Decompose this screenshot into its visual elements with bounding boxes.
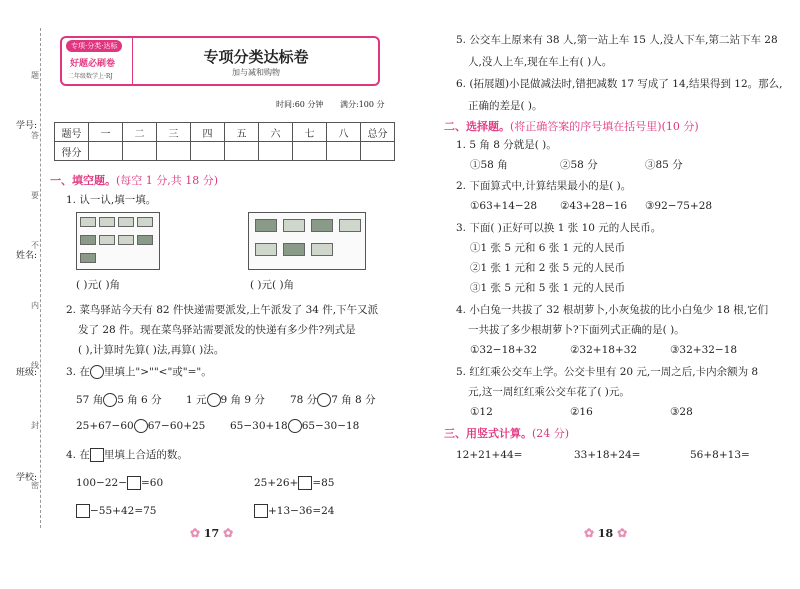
compare-circle[interactable] <box>207 393 221 407</box>
binding-mark: 不 <box>31 241 39 250</box>
compare-left: 65−30+18 <box>230 420 288 432</box>
calc-item[interactable]: 12+21+44= <box>456 449 523 461</box>
banknote-icon <box>311 243 333 256</box>
money-image-b <box>248 212 366 270</box>
c3-text[interactable]: 3. 下面( )正好可以换 1 张 10 元的人民币。 <box>456 222 662 234</box>
score-cell[interactable] <box>225 142 259 161</box>
class-label: 班级: <box>16 368 38 378</box>
score-cell[interactable] <box>293 142 327 161</box>
c5-option[interactable]: ②16 <box>570 406 593 418</box>
calc-item[interactable]: 33+18+24= <box>574 449 641 461</box>
section1-heading <box>50 172 218 188</box>
banknote-icon <box>80 217 96 227</box>
answer-box[interactable] <box>76 504 90 518</box>
score-cell[interactable] <box>191 142 225 161</box>
equation-part: +13−36=24 <box>268 505 335 517</box>
q1-answer-a[interactable]: ( )元( )角 <box>76 279 121 291</box>
section1-note: (每空 1 分,共 18 分) <box>116 174 219 187</box>
score-header-cell: 总分 <box>361 123 395 142</box>
score-header-cell: 四 <box>191 123 225 142</box>
palm-tree-icon: ✿ <box>584 526 595 540</box>
q1-answer-b[interactable]: ( )元( )角 <box>250 279 295 291</box>
section2-title: 二、选择题。 <box>444 120 510 133</box>
grade-label: 二年级数学上·RJ <box>68 73 113 80</box>
c5-line2[interactable]: 元,这一周红红乘公交车花了( )元。 <box>468 386 630 398</box>
page-number-right <box>584 526 627 540</box>
banknote-icon <box>99 217 115 227</box>
banknote-icon <box>118 217 134 227</box>
score-header-cell: 五 <box>225 123 259 142</box>
q5-line2[interactable]: 人,没人上车,现在车上有( )人。 <box>468 56 613 68</box>
compare-circle[interactable] <box>288 419 302 433</box>
banknote-icon <box>118 235 134 245</box>
c4-option[interactable]: ②32+18+32 <box>570 344 638 356</box>
binding-mark: 答 <box>31 131 39 140</box>
time-limit: 时间:60 分钟 <box>276 100 324 109</box>
c2-option[interactable]: ③92−75+28 <box>645 200 713 212</box>
c3-option[interactable]: ①1 张 5 元和 6 张 1 元的人民币 <box>470 242 626 254</box>
compare-left: 1 元 <box>186 394 207 406</box>
score-header-cell: 六 <box>259 123 293 142</box>
header-tag: 专项·分类·达标 <box>66 40 122 52</box>
q6-line1: 6. (拓展题)小昆做减法时,错把减数 17 写成了 14,结果得到 12。那么, <box>456 78 783 90</box>
c2-option[interactable]: ②43+28−16 <box>560 200 628 212</box>
section3-title: 三、用竖式计算。 <box>444 427 532 440</box>
circle-blank-icon <box>90 365 104 379</box>
q3-row1-a <box>76 390 162 411</box>
student-name-label: 姓名: <box>16 251 38 261</box>
page-title: 专项分类达标卷 <box>203 48 309 66</box>
c4-line2[interactable]: 一共拔了多少根胡萝卜?下面列式正确的是( )。 <box>468 324 685 336</box>
palm-tree-icon: ✿ <box>617 526 628 540</box>
section3-note: (24 分) <box>532 427 570 440</box>
compare-left: 25+67−60 <box>76 420 134 432</box>
compare-right: 7 角 8 分 <box>331 394 376 406</box>
score-cell[interactable] <box>123 142 157 161</box>
banknote-icon <box>137 235 153 245</box>
q3-row1-b <box>186 390 265 411</box>
compare-circle[interactable] <box>317 393 331 407</box>
c4-line1: 4. 小白兔一共拔了 32 根胡萝卜,小灰兔拔的比小白兔少 18 根,它们 <box>456 304 769 316</box>
c5-option[interactable]: ①12 <box>470 406 493 418</box>
binding-mark: 线 <box>31 361 39 370</box>
q4-text-a: 4. 在 <box>66 449 90 461</box>
score-header-cell: 七 <box>293 123 327 142</box>
section3-heading <box>444 425 569 441</box>
score-cell[interactable] <box>327 142 361 161</box>
page-subtitle: 加与减和购物 <box>232 68 280 77</box>
answer-box[interactable] <box>298 476 312 490</box>
compare-circle[interactable] <box>134 419 148 433</box>
compare-right: 65−30−18 <box>301 420 360 432</box>
compare-right: 9 角 9 分 <box>220 394 265 406</box>
q3-text <box>66 362 212 383</box>
q4-row1-a <box>76 473 163 494</box>
c1-option[interactable]: ③85 分 <box>645 159 683 171</box>
q3-row1-c <box>290 390 376 411</box>
c1-option[interactable]: ②58 分 <box>560 159 598 171</box>
banknote-icon <box>80 235 96 245</box>
c5-line1: 5. 红红乘公交车上学。公交卡里有 20 元,一周之后,卡内余额为 8 <box>456 366 759 378</box>
c1-text[interactable]: 1. 5 角 8 分就是( )。 <box>456 139 557 151</box>
binding-dashed-line <box>40 28 41 528</box>
score-table <box>54 122 395 161</box>
q4-row1-b <box>254 473 335 494</box>
c2-text[interactable]: 2. 下面算式中,计算结果最小的是( )。 <box>456 180 632 192</box>
banknote-icon <box>283 219 305 232</box>
palm-tree-icon: ✿ <box>190 526 201 540</box>
compare-left: 57 角 <box>76 394 104 406</box>
equation-part: 100−22− <box>76 477 127 489</box>
q2-line2: 发了 28 件。现在菜鸟驿站需要派发的快递有多少件?列式是 <box>78 324 356 336</box>
binding-mark: 题 <box>31 71 39 80</box>
equation-part: =85 <box>312 477 335 489</box>
money-image-a <box>76 212 160 270</box>
banknote-icon <box>99 235 115 245</box>
score-cell[interactable] <box>259 142 293 161</box>
school-label: 学校: <box>16 473 38 483</box>
c4-option[interactable]: ③32+32−18 <box>670 344 738 356</box>
q4-row2-a <box>76 501 156 522</box>
binding-mark: 密 <box>31 481 39 490</box>
binding-mark: 要 <box>31 191 39 200</box>
score-cell[interactable] <box>89 142 123 161</box>
score-header-cell: 题号 <box>55 123 89 142</box>
header-divider <box>132 38 133 84</box>
section1-title: 一、填空题。 <box>50 174 116 187</box>
q3-text-b: 里填上">""<"或"="。 <box>103 366 212 378</box>
q3-row2-a <box>76 416 205 437</box>
q6-line2[interactable]: 正确的差是( )。 <box>468 100 543 112</box>
page-number-left <box>190 526 233 540</box>
square-blank-icon <box>90 448 104 462</box>
equation-part: =60 <box>141 477 164 489</box>
series-name: 好题必刷卷 <box>70 59 116 69</box>
banknote-icon <box>255 219 277 232</box>
q4-text-b: 里填上合适的数。 <box>103 449 188 461</box>
q4-row2-b <box>254 501 334 522</box>
c3-option[interactable]: ②1 张 1 元和 2 张 5 元的人民币 <box>470 262 626 274</box>
page-number: 18 <box>597 527 614 540</box>
banknote-icon <box>255 243 277 256</box>
c2-option[interactable]: ①63+14−28 <box>470 200 538 212</box>
equation-part: −55+42=75 <box>90 505 157 517</box>
score-header-cell: 三 <box>157 123 191 142</box>
score-header-cell: 八 <box>327 123 361 142</box>
q3-row2-b <box>230 416 359 437</box>
banknote-icon <box>137 217 153 227</box>
compare-right: 5 角 6 分 <box>117 394 162 406</box>
full-score: 满分:100 分 <box>340 100 385 109</box>
binding-mark: 封 <box>31 421 39 430</box>
c1-option[interactable]: ①58 角 <box>470 159 508 171</box>
banknote-icon <box>339 219 361 232</box>
compare-right: 67−60+25 <box>147 420 206 432</box>
q4-text <box>66 445 188 466</box>
palm-tree-icon: ✿ <box>223 526 234 540</box>
compare-left: 78 分 <box>290 394 318 406</box>
answer-box[interactable] <box>127 476 141 490</box>
section2-note: (将正确答案的序号填在括号里)(10 分) <box>510 120 699 133</box>
binding-mark: 内 <box>31 301 39 310</box>
compare-circle[interactable] <box>103 393 117 407</box>
score-cell[interactable] <box>361 142 395 161</box>
banknote-icon <box>311 219 333 232</box>
calc-item[interactable]: 56+8+13= <box>690 449 750 461</box>
score-cell[interactable] <box>157 142 191 161</box>
banknote-icon <box>80 253 96 263</box>
q2-line3[interactable]: ( ),计算时先算( )法,再算( )法。 <box>78 344 225 356</box>
equation-part: 25+26+ <box>254 477 299 489</box>
score-header-cell: 一 <box>89 123 123 142</box>
q3-text-a: 3. 在 <box>66 366 90 378</box>
q5-line1: 5. 公交车上原来有 38 人,第一站上车 15 人,没人下车,第二站下车 28 <box>456 34 778 46</box>
c3-option[interactable]: ③1 张 5 元和 5 张 1 元的人民币 <box>470 282 626 294</box>
score-header-cell: 二 <box>123 123 157 142</box>
c4-option[interactable]: ①32−18+32 <box>470 344 538 356</box>
banknote-icon <box>283 243 305 256</box>
page-number: 17 <box>203 527 220 540</box>
c5-option[interactable]: ③28 <box>670 406 693 418</box>
score-row-label: 得分 <box>55 142 89 161</box>
section2-heading <box>444 118 699 134</box>
header-box <box>60 36 380 86</box>
q1-text: 1. 认一认,填一填。 <box>66 194 157 206</box>
student-id-label: 学号: <box>16 121 38 131</box>
answer-box[interactable] <box>254 504 268 518</box>
q2-line1: 2. 菜鸟驿站今天有 82 件快递需要派发,上午派发了 34 件,下午又派 <box>66 304 379 316</box>
